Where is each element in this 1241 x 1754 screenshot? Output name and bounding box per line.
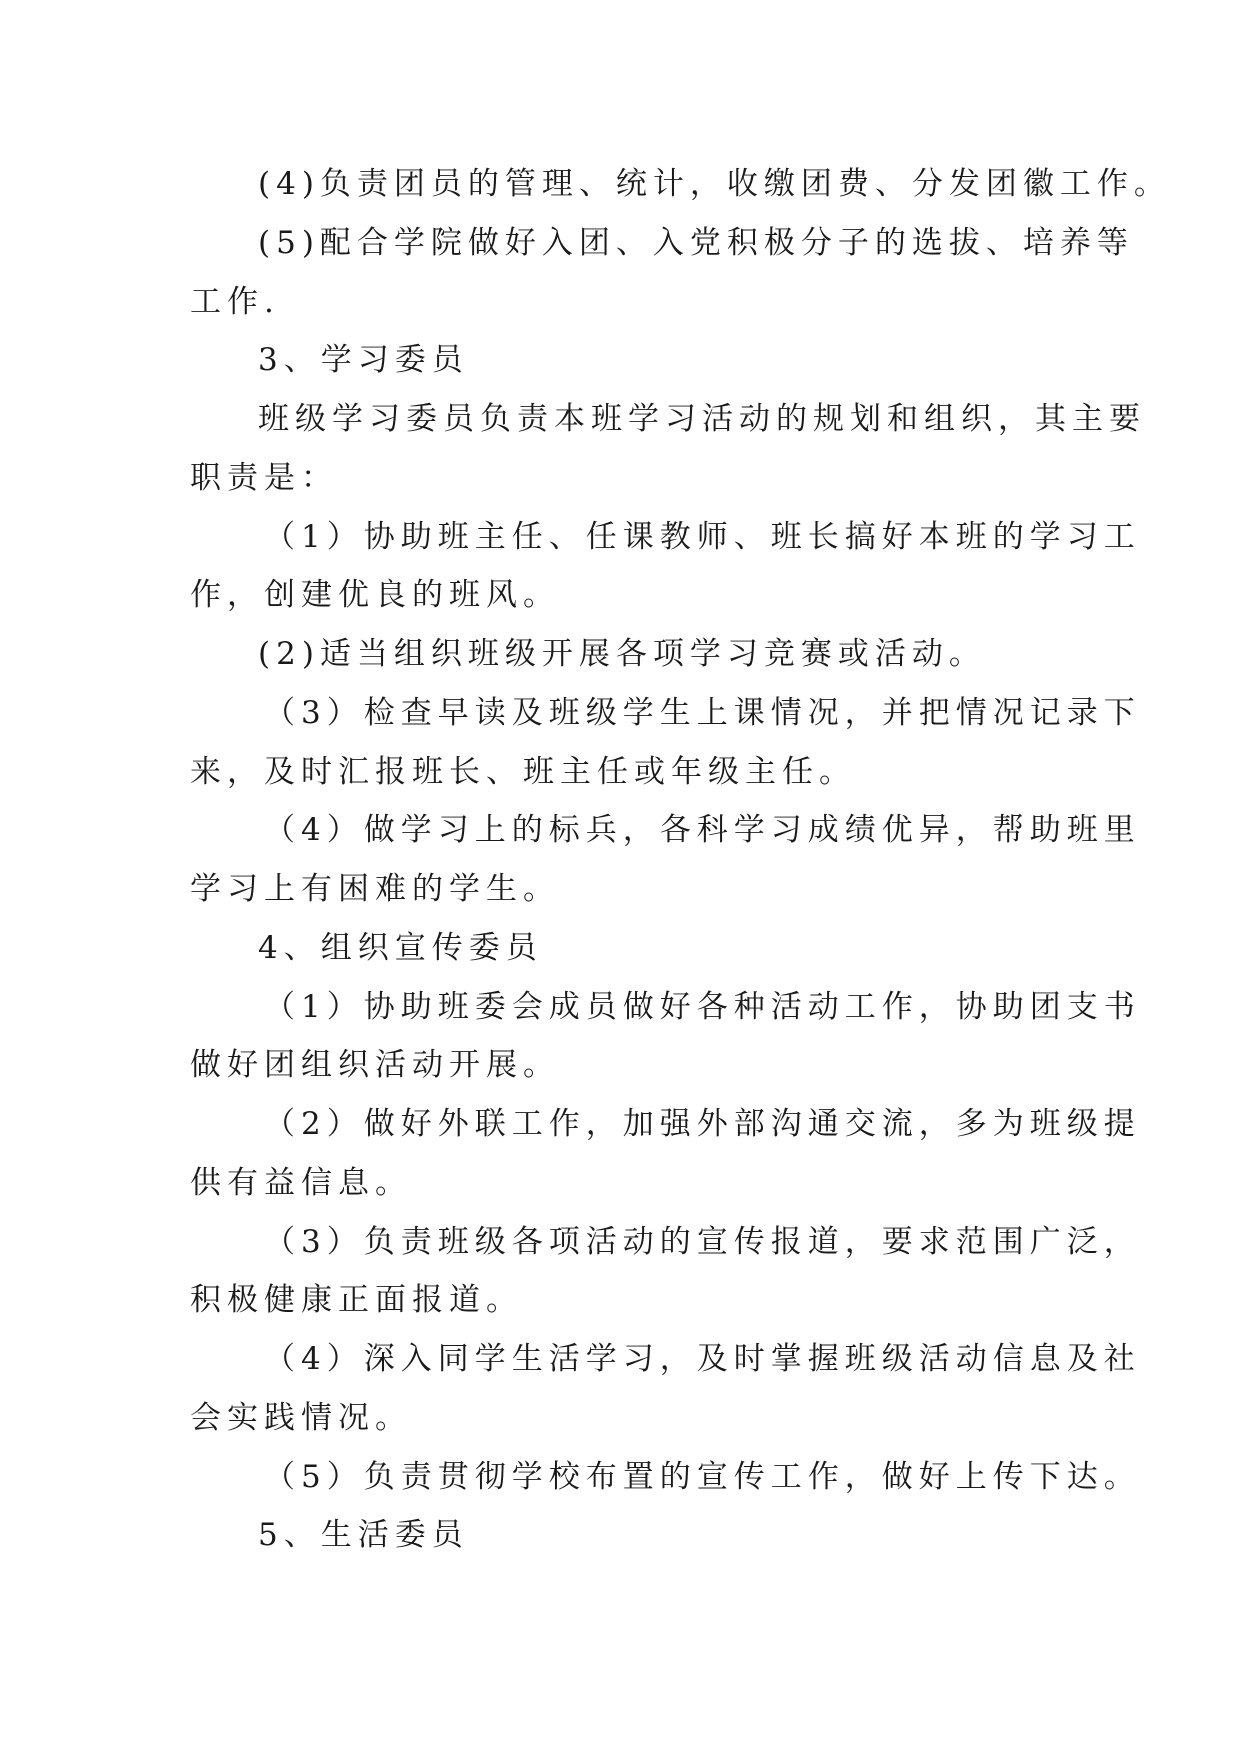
paragraph-line: （1）协助班委会成员做好各种活动工作，协助团支书 bbox=[264, 989, 1141, 1025]
paragraph-line: （4）深入同学生活学习，及时掌握班级活动信息及社 bbox=[264, 1341, 1141, 1377]
paragraph-line: 来，及时汇报班长、班主任或年级主任。 bbox=[190, 754, 856, 790]
paragraph-line: 会实践情况。 bbox=[190, 1400, 412, 1436]
paragraph-line: （5）负责贯彻学校布置的宣传工作，做好上传下达。 bbox=[264, 1459, 1141, 1495]
paragraph-line: 工作. bbox=[190, 284, 280, 320]
section-heading: 5、生活委员 bbox=[258, 1517, 469, 1553]
paragraph-line: (2)适当组织班级开展各项学习竞赛或活动。 bbox=[258, 636, 986, 672]
paragraph-line: (4)负责团员的管理、统计，收缴团费、分发团徽工作。 bbox=[258, 166, 1171, 202]
paragraph-line: （3）检查早读及班级学生上课情况，并把情况记录下 bbox=[264, 695, 1141, 731]
section-heading: 3、学习委员 bbox=[258, 342, 469, 378]
paragraph-line: 作，创建优良的班风。 bbox=[190, 577, 560, 613]
paragraph-line: (5)配合学院做好入团、入党积极分子的选拔、培养等 bbox=[258, 225, 1134, 261]
paragraph-line: （4）做学习上的标兵，各科学习成绩优异，帮助班里 bbox=[264, 812, 1141, 848]
paragraph-line: 班级学习委员负责本班学习活动的规划和组织，其主要 bbox=[258, 401, 1146, 437]
section-heading: 4、组织宣传委员 bbox=[258, 930, 543, 966]
paragraph-line: 供有益信息。 bbox=[190, 1165, 412, 1201]
paragraph-line: 职责是： bbox=[190, 460, 338, 496]
paragraph-line: 做好团组织活动开展。 bbox=[190, 1047, 560, 1083]
paragraph-line: （1）协助班主任、任课教师、班长搞好本班的学习工 bbox=[264, 519, 1141, 555]
paragraph-line: 学习上有困难的学生。 bbox=[190, 871, 560, 907]
paragraph-line: 积极健康正面报道。 bbox=[190, 1282, 523, 1318]
paragraph-line: （3）负责班级各项活动的宣传报道，要求范围广泛， bbox=[264, 1224, 1141, 1260]
paragraph-line: （2）做好外联工作，加强外部沟通交流，多为班级提 bbox=[264, 1106, 1141, 1142]
